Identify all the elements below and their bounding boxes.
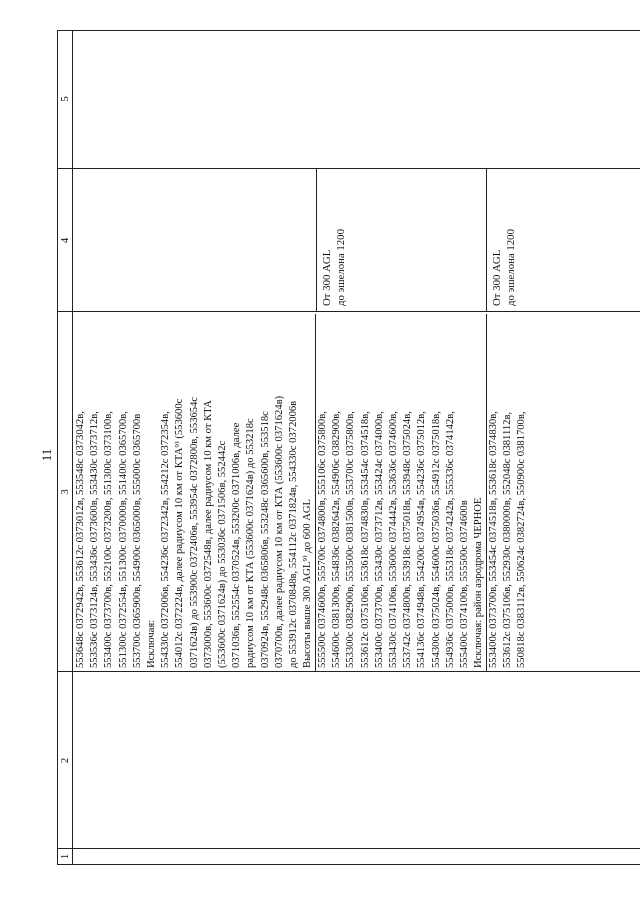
column-rule bbox=[58, 168, 640, 169]
coordinate-line: 0370924в, 552948с 0365806в, 553248с 0365600в, 553518с bbox=[259, 411, 271, 668]
coordinate-line: 553612с 0375106в, 553618с 0374830в, 553454с 0374518в, bbox=[359, 411, 371, 668]
exclusion-heading: Исключая: bbox=[146, 619, 158, 668]
column-rule bbox=[58, 671, 640, 672]
coordinate-line: 553612с 0375106в, 552930с 0380000в, 552048с 0381112в, bbox=[502, 411, 514, 668]
coordinate-line: 550818с 0383112в, 550624с 0382724в, 550900с 0381700в, bbox=[516, 411, 528, 668]
coordinate-line: 555500с 0374600в, 555700с 0374800в, 555106с 0375800в, bbox=[317, 411, 328, 668]
column-header-3: 3 bbox=[59, 489, 71, 495]
coordinate-line: 551300с 0372554в, 551300с 0370000в, 551400с 0365700в, bbox=[117, 411, 129, 668]
altitude-from: От 300 AGL bbox=[491, 249, 503, 306]
altitude-cell bbox=[490, 229, 518, 306]
coordinates-cell bbox=[74, 314, 316, 668]
coordinate-line: 553400с 0373700в, 552100с 0373200в, 551300с 0373100в, bbox=[103, 411, 115, 668]
column-header-5: 5 bbox=[59, 96, 71, 102]
row-rule bbox=[486, 169, 487, 312]
coordinate-line: 0370700в, далее радиусом 10 км от КТА (553600с 0371624в) bbox=[273, 395, 285, 668]
column-header-1: 1 bbox=[59, 853, 71, 860]
rotated-page bbox=[35, 30, 640, 880]
coordinate-line: 554012с 0372224в, далее радиусом 10 км от КТА⁹⁾ (553600с bbox=[174, 398, 186, 668]
coordinate-line: 553742с 0374800в, 553918с 0375018в, 553948с 0375024в, bbox=[402, 411, 414, 668]
coordinate-line: 555400с 0374100в, 555500с 0374600в bbox=[459, 500, 471, 668]
altitude-to: до эшелона 1200 bbox=[335, 229, 347, 306]
coordinate-line: 554600с 0381300в, 554836с 0382642в, 554906с 0382900в, bbox=[331, 411, 343, 668]
coordinate-line: 554330с 0372006в, 554236с 0372342в, 554212с 0372354в, bbox=[160, 411, 172, 668]
coordinate-line: 553300с 0382900в, 553500с 0381500в, 553700с 0375800в, bbox=[345, 411, 357, 668]
coordinate-line: 553430с 0374106в, 553600с 0374442в, 553636с 0374600в, bbox=[388, 411, 400, 668]
coordinate-line: 554136с 0374948в, 554200с 0374954в, 554236с 0375012в, bbox=[416, 411, 428, 668]
coordinate-line: 554300с 0375024в, 554600с 0375036в, 554912с 0375018в, bbox=[430, 411, 442, 668]
coordinate-line: 0371624в) до 553900с 0372406в, 553954с 0372800в, 553654с bbox=[188, 396, 200, 668]
airspace-table bbox=[57, 30, 640, 865]
altitude-cell bbox=[320, 229, 348, 306]
coordinate-line: 553700с 0365900в, 554900с 0365000в, 555000с 0365700в bbox=[131, 413, 143, 668]
height-note: Высоты выше 300 AGL⁹⁾ до 600 AGL bbox=[302, 499, 314, 668]
column-header-4: 4 bbox=[59, 237, 71, 244]
coordinate-line: 0373000в, 553600с 0372548в, далее радиусом 10 км от КТА bbox=[202, 400, 214, 668]
altitude-to: до эшелона 1200 bbox=[505, 229, 517, 306]
coordinate-line: (553600с 0371624в) до 553036с 0371506в, 552442с bbox=[217, 440, 229, 668]
altitude-from: От 300 AGL bbox=[321, 249, 333, 306]
coordinate-line: 553536с 0373124в, 553436с 0373600в, 553430с 0373712в, bbox=[89, 411, 101, 668]
column-rule bbox=[58, 311, 640, 312]
coordinate-line: до 553912с 0370848в, 554112с 0371824в, 554330с 0372006в bbox=[288, 400, 300, 668]
coordinate-line: 553400с 0373700в, 553454с 0374518в, 553618с 0374830в, bbox=[488, 411, 499, 668]
header-rule bbox=[72, 31, 73, 864]
coordinate-line: 554936с 0375000в, 555318с 0374242в, 555336с 0374142в, bbox=[444, 411, 456, 668]
coordinates-cell bbox=[487, 314, 537, 668]
page-number: 11 bbox=[39, 448, 54, 462]
column-header-2: 2 bbox=[59, 757, 71, 764]
coordinate-line: 553648с 0372942в, 553612с 0373012в, 553548с 0373042в, bbox=[75, 411, 86, 668]
exclusion-heading: Исключая: район аэродрома ЧЕРНОЕ bbox=[473, 497, 485, 668]
row-rule bbox=[316, 169, 317, 312]
coordinate-line: 0371036в, 552554с 0370524в, 553200с 0371006в, далее bbox=[231, 422, 243, 668]
coordinate-line: 553400с 0373700в, 553430с 0373712в, 553424с 0374000в, bbox=[373, 411, 385, 668]
coordinate-line: радиусом 10 км от КТА (553600с 0371624в) до 553218с bbox=[245, 418, 257, 668]
coordinates-cell bbox=[316, 314, 486, 668]
column-rule bbox=[58, 848, 640, 849]
